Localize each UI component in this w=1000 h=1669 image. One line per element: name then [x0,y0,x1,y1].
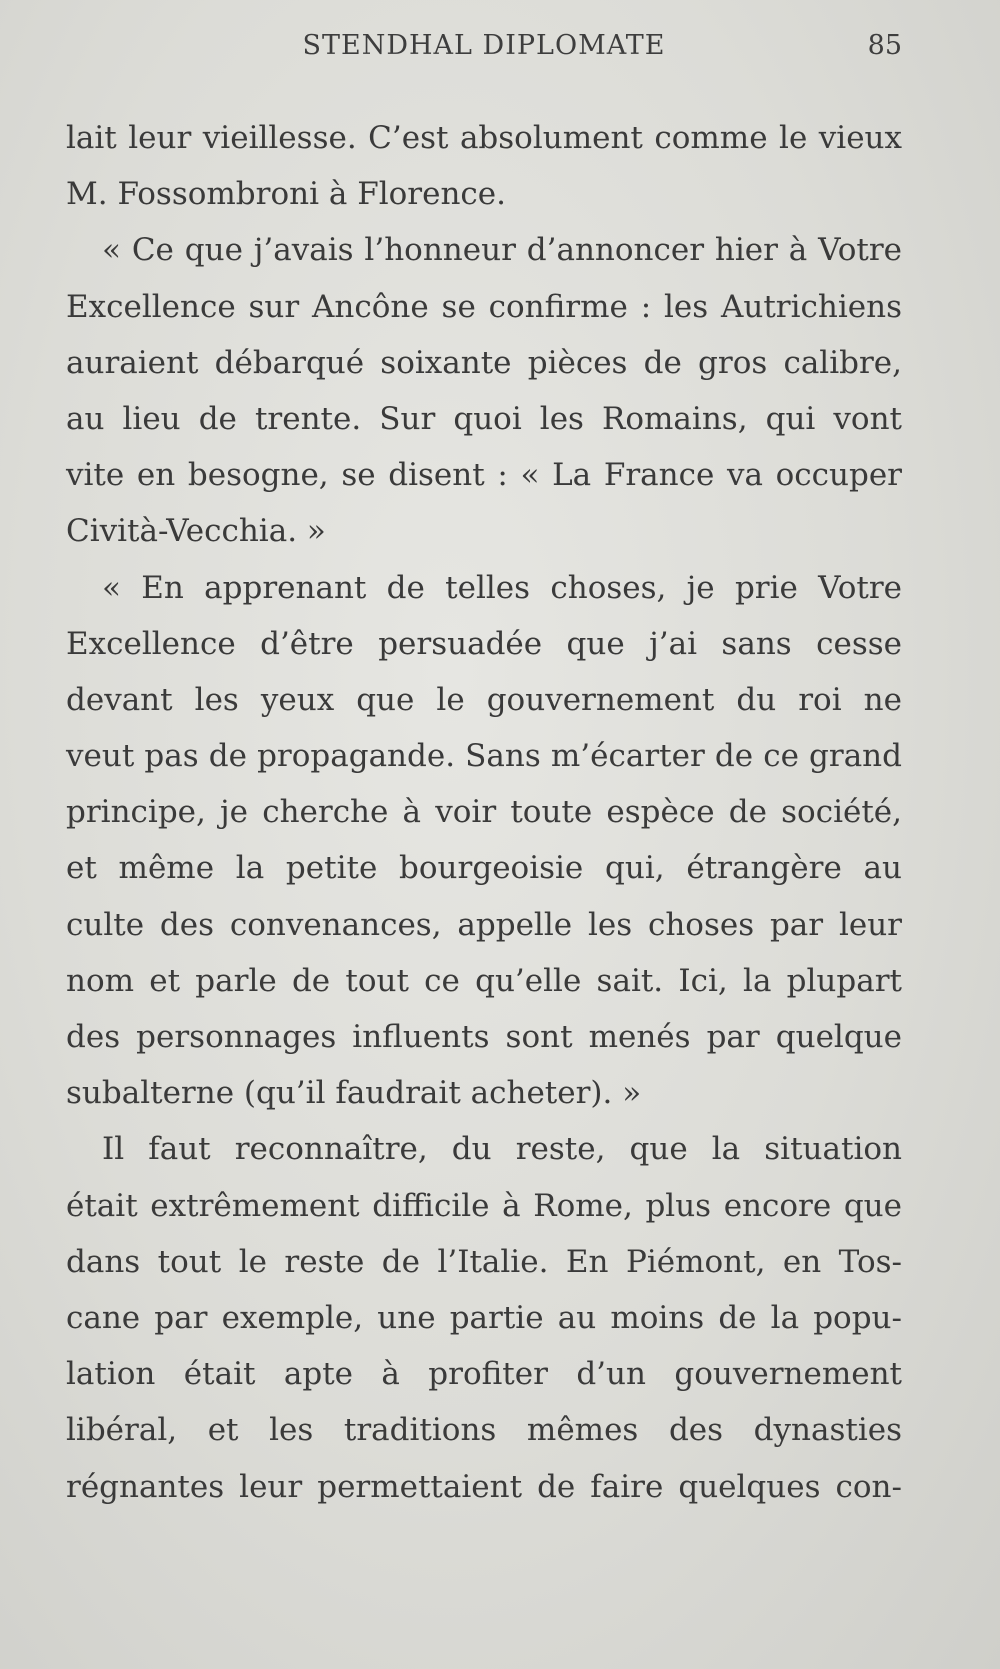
text-line: était extrêmement difficile à Rome, plus encore que [66,1187,902,1224]
text-line: lait leur vieillesse. C’est absolument comme le vieux [66,120,902,156]
text-line: cane par exemple, une partie au moins de la popu- [66,1299,902,1336]
text-line: Excellence d’être persuadée que j’ai sans cesse [66,625,902,662]
text-line: principe, je cherche à voir toute espèce de société, [66,794,902,831]
text-line: régnantes leur permettaient de faire quelques con- [66,1468,902,1505]
text-line: Cività-Vecchia. » [66,513,326,550]
text-line: lation était apte à profiter d’un gouvernement [66,1356,902,1393]
text-line: M. Fossombroni à Florence. [66,176,506,213]
text-line: Excellence sur Ancône se confirme : les Autrichiens [66,288,902,325]
body-text [66,110,902,1515]
text-line: vite en besogne, se disent : « La France va occuper [66,457,902,494]
running-title: STENDHAL DIPLOMATE [302,30,666,61]
text-line: « En apprenant de telles choses, je prie Votre [102,569,902,606]
page-number: 85 [867,30,902,61]
text-line: au lieu de trente. Sur quoi les Romains, qui vont [66,400,902,437]
text-line: subalterne (qu’il faudrait acheter). » [66,1075,642,1112]
text-line: nom et parle de tout ce qu’elle sait. Ici, la plupart [66,962,902,999]
text-line: libéral, et les traditions mêmes des dynasties [66,1412,902,1449]
text-line: « Ce que j’avais l’honneur d’annoncer hier à Votre [102,232,902,269]
text-line: Il faut reconnaître, du reste, que la situation [102,1131,902,1168]
text-line: des personnages influents sont menés par quelque [66,1019,902,1055]
text-line: dans tout le reste de l’Italie. En Piémont, en Tos- [66,1243,902,1280]
text-line: veut pas de propagande. Sans m’écarter de ce grand [66,738,902,775]
text-line: culte des convenances, appelle les choses par leur [66,906,902,943]
text-line: et même la petite bourgeoisie qui, étrangère au [66,850,902,887]
text-line: auraient débarqué soixante pièces de gros calibre, [66,344,902,381]
running-head [66,30,902,74]
text-line: devant les yeux que le gouvernement du roi ne [66,681,902,718]
